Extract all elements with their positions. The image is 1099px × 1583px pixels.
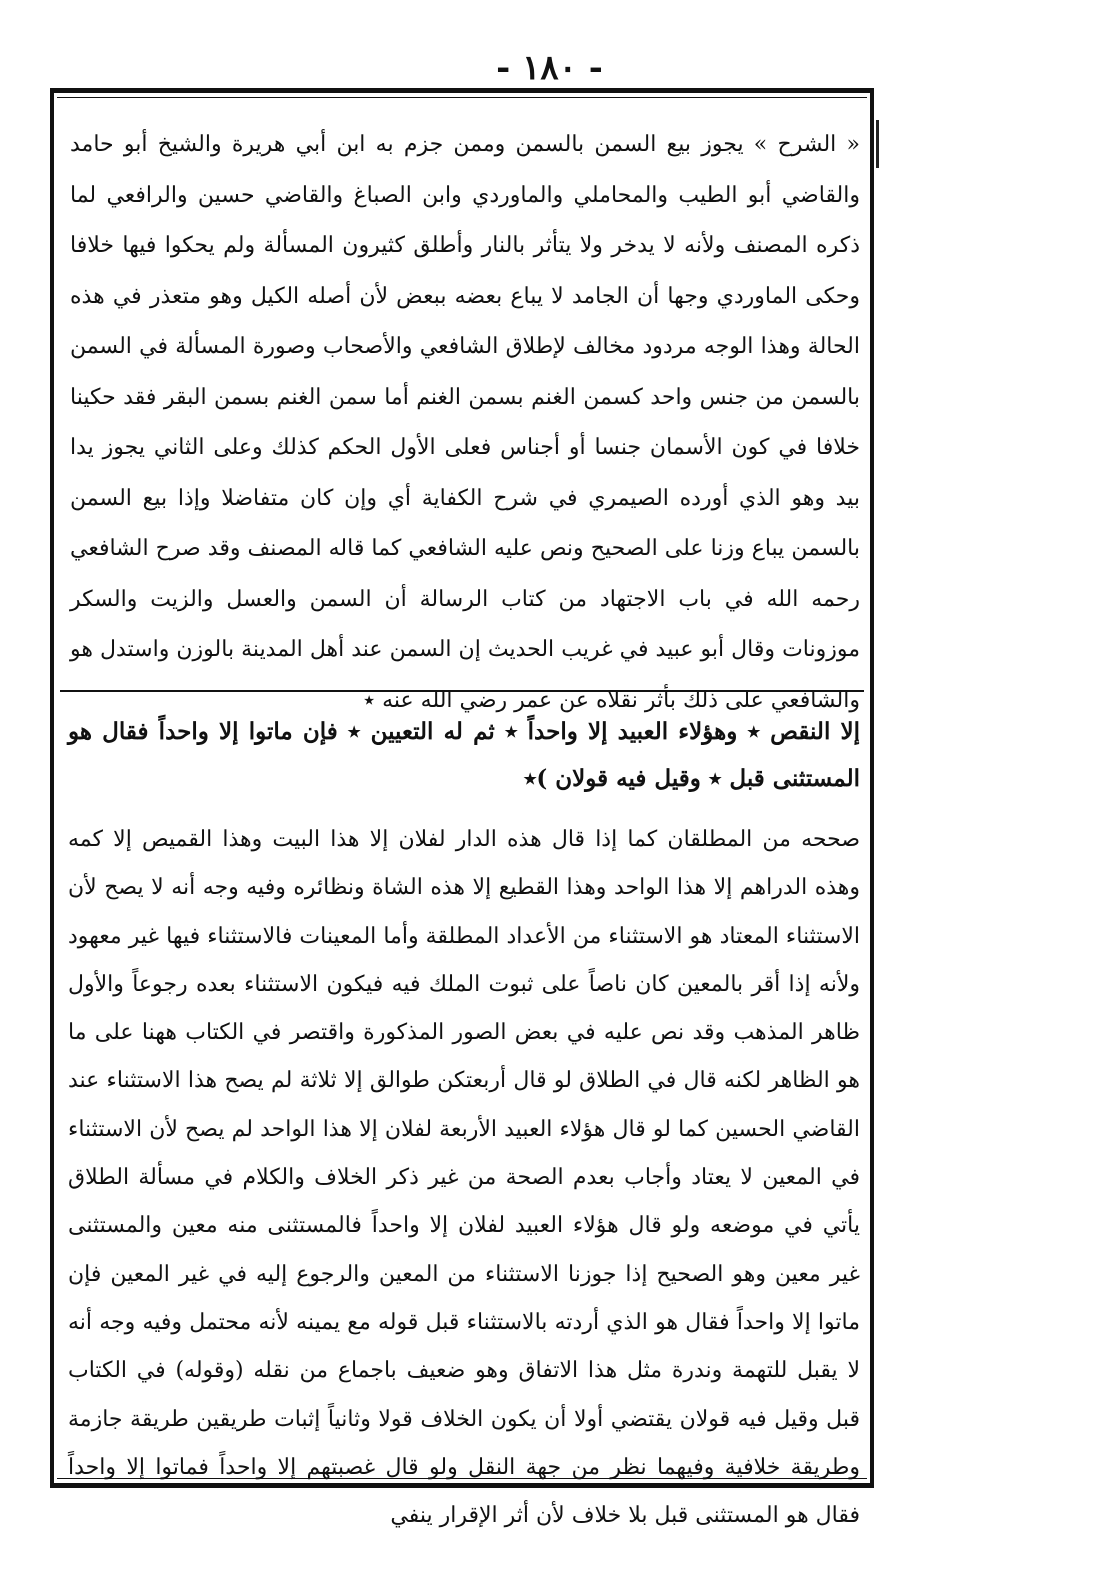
- body-block: [68, 816, 860, 1540]
- margin-bracket-mark: [876, 120, 879, 168]
- matn-text: إلا النقص ٭ وهؤلاء العبيد إلا واحداً ٭ ثم له التعيين ٭ فإن ماتوا إلا واحداً فقال هو المستثنى قبل ٭ وقيل فيه قولان )٭: [68, 718, 860, 792]
- page-number: - ١٨٠ -: [496, 48, 603, 88]
- commentary-block: [70, 120, 860, 726]
- matn-block: [68, 708, 860, 802]
- commentary-text: « الشرح » يجوز بيع السمن بالسمن وممن جزم به ابن أبي هريرة والشيخ أبو حامد والقاضي أبو الطيب والمحاملي والماوردي وابن الصباغ والقاضي حسين والرافعي لما ذكره المصنف ولأنه لا يدخر ولا يتأثر بالنار وأطلق كثيرون المسألة ولم يحكوا فيها خلافا وحكى الماوردي وجها أن الجامد لا يباع بعضه ببعض لأن أصله الكيل وهو متعذر في هذه الحالة وهذا الوجه مردود مخالف لإطلاق الشافعي والأصحاب وصورة المسألة في السمن بالسمن من جنس واحد كسمن الغنم بسمن الغنم أما سمن الغنم بسمن البقر فقد حكينا خلافا في كون الأسمان جنسا أو أجناس فعلى الأول الحكم كذلك وعلى الثاني يجوز يدا بيد وهو الذي أورده الصيمري في شرح الكفاية أي وإن كان متفاضلا وإذا بيع السمن بالسمن يباع وزنا على الصحيح ونص عليه الشافعي كما قاله المصنف وقد صرح الشافعي رحمه الله في باب الاجتهاد من كتاب الرسالة أن السمن والعسل والزيت والسكر موزونات وقال أبو عبيد في غريب الحديث إن السمن عند أهل المدينة بالوزن واستدل هو والشافعي على ذلك بأثر نقلاه عن عمر رضي الله عنه ٭: [70, 132, 860, 713]
- body-text: صححه من المطلقان كما إذا قال هذه الدار لفلان إلا هذا البيت وهذا القميص إلا كمه وهذه الدراهم إلا هذا الواحد وهذا القطيع إلا هذه الشاة ونظائره وفيه وجه أنه لا يصح لأن الاستثناء المعتاد هو الاستثناء من الأعداد المطلقة وأما المعينات فالاستثناء فيها غير معهود ولأنه إذا أقر بالمعين كان ناصاً على ثبوت الملك فيه فيكون الاستثناء بعده رجوعاً والأول ظاهر المذهب وقد نص عليه في بعض الصور المذكورة واقتصر في الكتاب ههنا على ما هو الظاهر لكنه قال في الطلاق لو قال أربعتكن طوالق إلا ثلاثة لم يصح هذا الاستثناء عند القاضي الحسين كما لو قال هؤلاء العبيد الأربعة لفلان إلا هذا الواحد لم يصح لأن الاستثناء في المعين لا يعتاد وأجاب بعدم الصحة من غير ذكر الخلاف والكلام في مسألة الطلاق يأتي في موضعه ولو قال هؤلاء العبيد لفلان إلا واحداً فالمستثنى منه معين والمستثنى غير معين وهو الصحيح إذا جوزنا الاستثناء من المعين والرجوع إليه في غير المعين فإن ماتوا إلا واحداً فقال هو الذي أردته بالاستثناء قبل قوله مع يمينه لأنه محتمل وفيه وجه أنه لا يقبل للتهمة وندرة مثل هذا الاتفاق وهو ضعيف باجماع من نقله (وقوله) في الكتاب قبل وقيل فيه قولان يقتضي أولا أن يكون الخلاف قولا وثانياً إثبات طريقين طريقة جازمة وطريقة خلافية وفيهما نظر من جهة النقل ولو قال غصبتهم إلا واحداً فماتوا إلا واحداً فقال هو المستثنى قبل بلا خلاف لأن أثر الإقرار ينفي: [68, 827, 861, 1529]
